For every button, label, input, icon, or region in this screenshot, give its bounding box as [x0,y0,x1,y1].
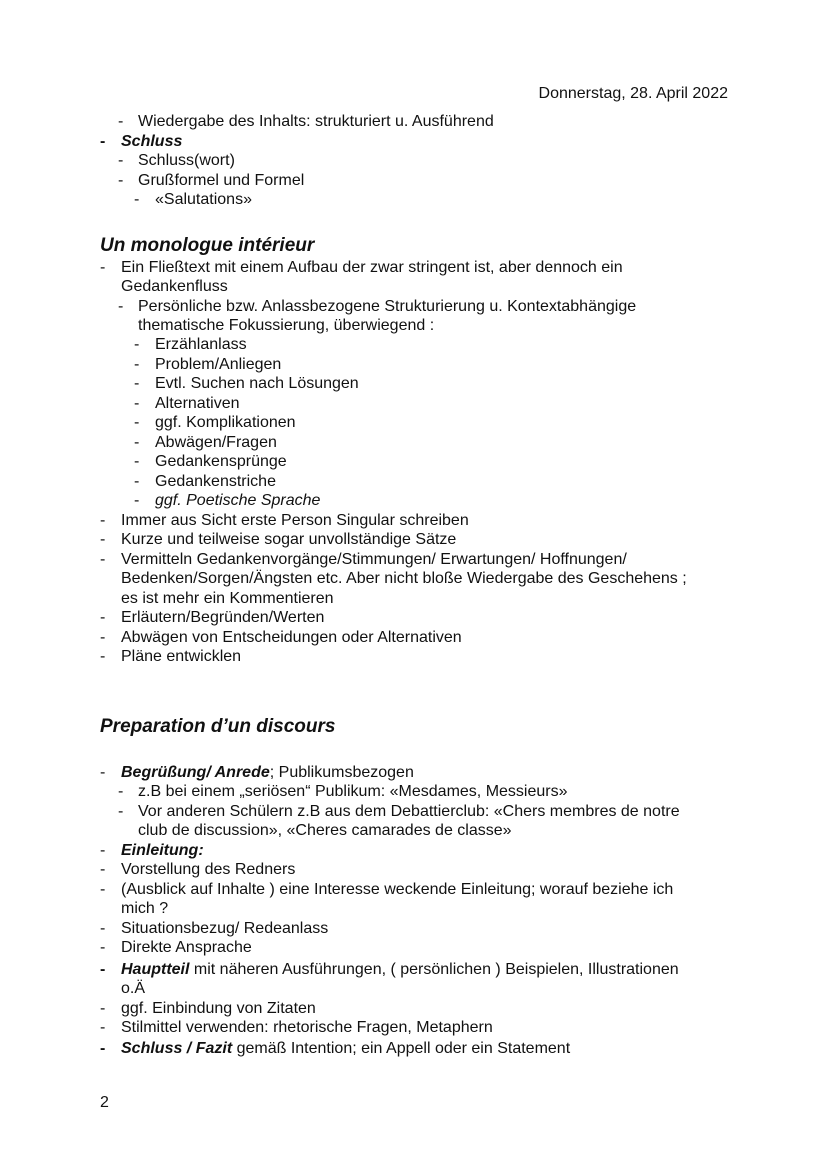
date-header: Donnerstag, 28. April 2022 [538,85,728,102]
list-dash: - [100,961,106,978]
list-dash: - [100,939,106,956]
list-item: Problem/Anliegen [155,356,282,373]
list-dash: - [118,152,124,169]
section-heading-schluss: Schluss [121,133,183,150]
list-item: Stilmittel verwenden: rhetorische Fragen, Metaphern [121,1019,493,1036]
list-dash: - [118,298,124,315]
list-dash: - [100,842,106,859]
list-dash: - [100,1019,106,1036]
list-dash: - [118,172,124,189]
list-dash: - [134,336,140,353]
list-dash: - [100,512,106,529]
list-item-continuation: club de discussion», «Cheres camarades de classe» [138,822,512,839]
section-title-discours: Preparation d’un discours [100,716,336,737]
list-dash: - [134,375,140,392]
term-begruessung: Begrüßung/ Anrede [121,764,270,781]
list-dash: - [134,395,140,412]
list-item-continuation: Bedenken/Sorgen/Ängsten etc. Aber nicht bloße Wiedergabe des Geschehens ; [121,570,687,587]
list-dash: - [100,648,106,665]
list-dash: - [100,133,106,150]
list-item-continuation: es ist mehr ein Kommentieren [121,590,334,607]
list-item: Situationsbezug/ Redeanlass [121,920,329,937]
list-dash: - [100,920,106,937]
list-dash: - [100,551,106,568]
section-title-monologue: Un monologue intérieur [100,235,315,256]
list-item: Abwägen/Fragen [155,434,277,451]
list-item [121,763,414,783]
list-item: Gedankenstriche [155,473,276,490]
list-dash: - [118,803,124,820]
list-dash: - [100,1040,106,1057]
list-dash: - [118,113,124,130]
list-item: Vorstellung des Redners [121,861,296,878]
list-dash: - [134,492,140,509]
list-item: z.B bei einem „seriösen“ Publikum: «Mesdames, Messieurs» [138,783,568,800]
list-item: Schluss(wort) [138,152,235,169]
list-item: Ein Fließtext mit einem Aufbau der zwar stringent ist, aber dennoch ein [121,259,623,276]
list-item: Pläne entwicklen [121,648,242,665]
list-item: Immer aus Sicht erste Person Singular schreiben [121,512,469,529]
list-dash: - [100,629,106,646]
term-hauptteil-rest: mit näheren Ausführungen, ( persönlichen ) Beispielen, Illustrationen [189,961,679,978]
list-dash: - [134,356,140,373]
list-item: Alternativen [155,395,240,412]
list-item: Direkte Ansprache [121,939,252,956]
list-item: Evtl. Suchen nach Lösungen [155,375,359,392]
list-dash: - [134,473,140,490]
list-dash: - [134,414,140,431]
term-schluss-fazit-rest: gemäß Intention; ein Appell oder ein Statement [232,1040,571,1057]
list-item: Vor anderen Schülern z.B aus dem Debattierclub: «Chers membres de notre [138,803,680,820]
term-schluss-fazit: Schluss / Fazit [121,1040,233,1057]
list-item: «Salutations» [155,191,252,208]
list-dash: - [100,1000,106,1017]
term-begruessung-rest: ; Publikumsbezogen [269,764,414,781]
term-einleitung: Einleitung: [121,842,204,859]
list-item-continuation: thematische Fokussierung, überwiegend : [138,317,435,334]
list-dash: - [134,434,140,451]
term-hauptteil: Hauptteil [121,961,190,978]
list-item-continuation: o.Ä [121,980,146,997]
list-dash: - [100,881,106,898]
list-item: Persönliche bzw. Anlassbezogene Strukturierung u. Kontextabhängige [138,298,637,315]
list-dash: - [100,861,106,878]
list-item: Gedankensprünge [155,453,287,470]
list-item: Grußformel und Formel [138,172,305,189]
list-item: ggf. Einbindung von Zitaten [121,1000,316,1017]
list-dash: - [134,453,140,470]
list-dash: - [118,783,124,800]
list-dash: - [134,191,140,208]
list-dash: - [100,764,106,781]
list-item: ggf. Komplikationen [155,414,296,431]
list-dash: - [100,531,106,548]
list-dash: - [100,609,106,626]
list-item: Erzählanlass [155,336,247,353]
list-item: ggf. Poetische Sprache [155,492,321,509]
page-number: 2 [100,1094,109,1111]
list-item: Erläutern/Begründen/Werten [121,609,325,626]
list-item [121,960,679,980]
list-item-continuation: mich ? [121,900,169,917]
list-item: Vermitteln Gedankenvorgänge/Stimmungen/ Erwartungen/ Hoffnungen/ [121,551,627,568]
list-item: Kurze und teilweise sogar unvollständige Sätze [121,531,457,548]
list-item: Abwägen von Entscheidungen oder Alternativen [121,629,462,646]
list-item-continuation: Gedankenfluss [121,278,228,295]
list-item: Wiedergabe des Inhalts: strukturiert u. Ausführend [138,113,494,130]
list-item: (Ausblick auf Inhalte ) eine Interesse weckende Einleitung; worauf beziehe ich [121,881,674,898]
list-dash: - [100,259,106,276]
list-item [121,1039,570,1059]
